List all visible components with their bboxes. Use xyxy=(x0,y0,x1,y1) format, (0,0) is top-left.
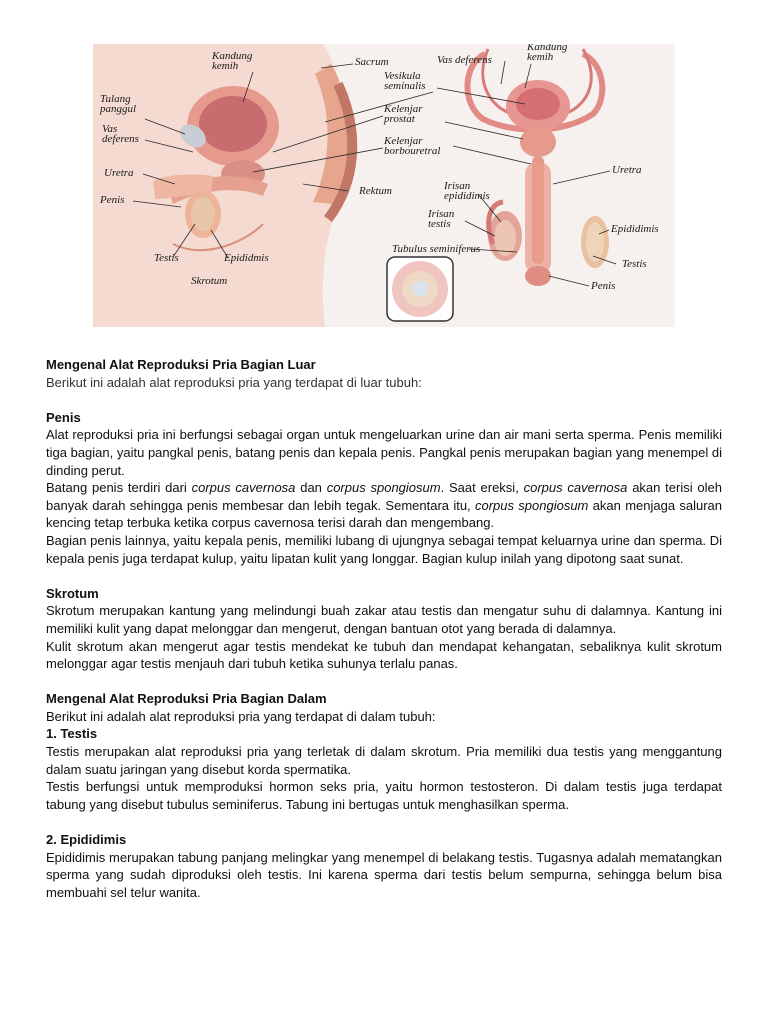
label-text: Vesikula seminalis xyxy=(384,70,426,92)
label-text: Uretra xyxy=(612,164,642,176)
testis-paragraph-2: Testis berfungsi untuk memproduksi hormon seks pria, yaitu hormon testosteron. Di dalam testis juga terdapat tabung yang disebut tubulus seminiferus. Tabung ini bertugas untuk menghasilkan sperma. xyxy=(46,779,722,812)
label-text: Kelenjar borbouretral xyxy=(384,135,441,157)
skrotum-paragraph-1: Skrotum merupakan kantung yang melindungi buah zakar atau testis dan mengatur suhu di dalamnya. Kantung ini memiliki kulit yang dapat melonggar dan mengerut, dengan bantuan otot yang berada di dalamnya. xyxy=(46,603,722,636)
text-run: akan menjaga saluran kencing tetap terbuka ketika corpus cavernosa terisi darah dan mengembang. xyxy=(46,497,722,531)
label-text: Uretra xyxy=(104,167,134,179)
label-uretra-left xyxy=(104,168,134,178)
label-text: Sacrum xyxy=(355,56,389,68)
label-skrotum xyxy=(191,276,227,286)
skrotum-paragraph-2: Kulit skrotum akan mengerut agar testis mendekat ke tubuh dan mendapat kehangatan, sebaliknya kulit skrotum melonggar agar testis menjauh dari tubuh ketika suhunya terlalu panas. xyxy=(46,638,722,672)
epididimis-heading: 2. Epididimis xyxy=(46,832,127,848)
testis-heading: 1. Testis xyxy=(46,726,98,742)
term-corpus-cavernosa: corpus cavernosa xyxy=(523,480,628,496)
label-epididimis-right xyxy=(611,224,659,234)
spacer xyxy=(46,567,722,585)
epididimis-paragraph-1: Epididimis merupakan tabung panjang melingkar yang menempel di belakang testis. Tugasnya adalah mematangkan sperma yang sudah diproduksi oleh testis. Ini karena sperma dari testis belum sempurna, sehingga belum bisa membuahi sel telur wanita. xyxy=(46,849,722,900)
label-text: Kandung kemih xyxy=(527,44,568,63)
spacer xyxy=(46,813,722,831)
label-tubulus-seminiferus xyxy=(392,244,480,254)
section-intro-luar: Berikut ini adalah alat reproduksi pria yang terdapat di luar tubuh: xyxy=(46,374,422,390)
penis-paragraph-3: Bagian penis lainnya, yaitu kepala penis, memiliki lubang di ujungnya sebagai tempat keluarnya urine dan sperma. Di kepala penis juga terdapat kulup, yaitu lipatan kulit yang longgar. Bagian kulup inilah yang dipotong saat sunat. xyxy=(46,532,722,566)
spacer xyxy=(46,391,722,409)
document-body xyxy=(46,356,722,901)
label-text: Epididimis xyxy=(611,223,659,235)
label-penis-left xyxy=(100,195,124,205)
penis-paragraph-1: Alat reproduksi pria ini berfungsi sebagai organ untuk mengeluarkan urine dan air mani serta sperma. Penis memiliki tiga bagian, yaitu pangkal penis, batang penis dan kepala penis. Pangkal penis merupakan bagian yang menempel di dinding perut. xyxy=(46,427,722,478)
label-irisan-epididimis xyxy=(444,181,490,201)
label-testis-left xyxy=(154,253,179,263)
label-rektum xyxy=(359,186,392,196)
testis-paragraph-1: Testis merupakan alat reproduksi pria yang terletak di dalam skrotum. Pria memiliki dua testis yang menggantung dalam suatu jaringan yang disebut korda spermatika. xyxy=(46,744,722,777)
label-vas-deferens-left xyxy=(102,124,139,144)
spacer xyxy=(46,673,722,691)
skrotum-heading: Skrotum xyxy=(46,585,99,601)
label-text: Skrotum xyxy=(191,275,228,287)
label-text: Irisan testis xyxy=(428,208,455,230)
term-corpus-cavernosa: corpus cavernosa xyxy=(191,480,296,496)
label-vas-deferens-right xyxy=(437,55,492,65)
label-text: Vas deferens xyxy=(437,54,492,66)
label-text: Rektum xyxy=(359,185,392,197)
section-intro-dalam: Berikut ini adalah alat reproduksi pria yang terdapat di dalam tubuh: xyxy=(46,708,436,724)
text-run: akan terisi oleh banyak darah sehingga penis membesar dan lebih tegak. Sementara itu, xyxy=(46,480,722,513)
penis-heading: Penis xyxy=(46,409,81,425)
text-run: . Saat ereksi, xyxy=(440,480,524,496)
label-sacrum xyxy=(355,57,389,67)
label-tulang-panggul xyxy=(100,94,136,114)
label-text: Testis xyxy=(154,252,179,264)
label-irisan-testis xyxy=(428,209,454,229)
term-corpus-spongiosum: corpus spongiosum xyxy=(474,497,589,513)
label-text: Vas deferens xyxy=(102,123,139,145)
label-testis-right xyxy=(622,259,647,269)
label-vesikula-seminalis xyxy=(384,71,426,91)
label-penis-right xyxy=(591,281,615,291)
label-text: Kelenjar prostat xyxy=(384,103,423,125)
label-text: Tubulus seminiferus xyxy=(392,243,481,255)
label-uretra-right xyxy=(612,165,642,175)
label-kandung-kemih-left xyxy=(212,51,252,71)
label-text: Epididmis xyxy=(224,252,269,264)
section-heading-luar: Mengenal Alat Reproduksi Pria Bagian Luar xyxy=(46,357,316,372)
text-run: dan xyxy=(295,480,327,496)
label-kandung-kemih-right xyxy=(527,44,567,62)
label-epididmis-left xyxy=(224,253,269,263)
label-kelenjar-prostat xyxy=(384,104,423,124)
label-text: Irisan epididimis xyxy=(444,180,490,202)
label-text: Tulang panggul xyxy=(100,93,137,115)
label-text: Penis xyxy=(591,280,616,292)
label-kelenjar-borbouretral xyxy=(384,136,440,156)
label-text: Testis xyxy=(622,258,647,270)
label-text: Penis xyxy=(100,194,125,206)
text-run: Batang penis terdiri dari xyxy=(46,480,192,496)
penis-paragraph-2 xyxy=(46,479,722,532)
section-heading-dalam: Mengenal Alat Reproduksi Pria Bagian Dalam xyxy=(46,691,327,707)
label-text: Kandung kemih xyxy=(212,50,253,72)
anatomy-figure xyxy=(93,44,675,327)
term-corpus-spongiosum: corpus spongiosum xyxy=(326,480,441,496)
